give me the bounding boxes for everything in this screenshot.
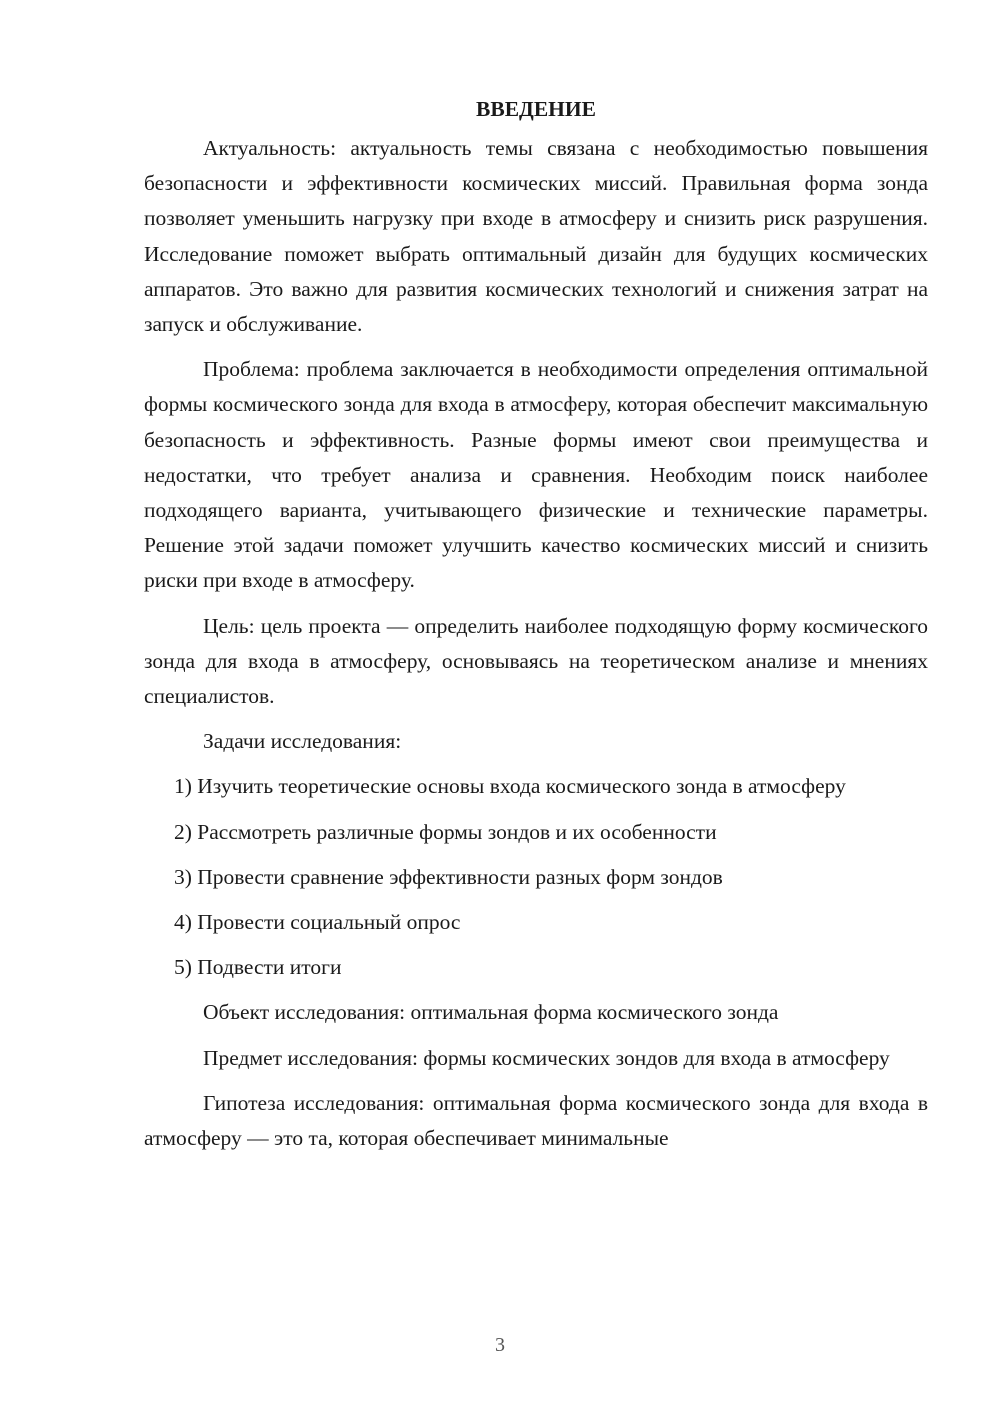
problem-paragraph: Проблема: проблема заключается в необходимости определения оптимальной формы космического зонда для входа в атмосферу, которая обеспечит максимальную безопасность и эффективность. Разные формы имеют свои преимущества и недостатки, что требует анализа и сравнения. Необходим поиск наиболее подходящего варианта, учитывающего физические и технические параметры. Решение этой задачи поможет улучшить качество космических миссий и снизить риски при входе в атмосферу.: [144, 357, 928, 593]
object-paragraph: Объект исследования: оптимальная форма космического зонда: [203, 1000, 779, 1025]
goal-paragraph: Цель: цель проекта — определить наиболее подходящую форму космического зонда для входа в атмосферу, основываясь на теоретическом анализе и мнениях специалистов.: [144, 613, 928, 709]
tasks-list: [144, 769, 928, 985]
tasks-heading: Задачи исследования:: [203, 729, 402, 754]
section-title: ВВЕДЕНИЕ: [476, 97, 596, 121]
list-item: 1) Изучить теоретические основы входа космического зонда в атмосферу: [174, 774, 846, 799]
document-page: [144, 92, 928, 1166]
list-item: 2) Рассмотреть различные формы зондов и их особенности: [174, 819, 717, 844]
hypothesis-paragraph: Гипотеза исследования: оптимальная форма космического зонда для входа в атмосферу — это та, которая обеспечивает минимальные: [144, 1090, 928, 1151]
list-item: 5) Подвести итоги: [174, 955, 342, 980]
page-number: 3: [495, 1334, 505, 1356]
list-item: 4) Провести социальный опрос: [174, 910, 461, 935]
relevance-paragraph: Актуальность: актуальность темы связана с необходимостью повышения безопасности и эффективности космических миссий. Правильная форма зонда позволяет уменьшить нагрузку при входе в атмосферу и снизить риск разрушения. Исследование поможет выбрать оптимальный дизайн для будущих космических аппаратов. Это важно для развития космических технологий и снижения затрат на запуск и обслуживание.: [144, 136, 928, 337]
list-item: 3) Провести сравнение эффективности разных форм зондов: [174, 864, 723, 889]
subject-paragraph: Предмет исследования: формы космических зондов для входа в атмосферу: [203, 1045, 890, 1070]
